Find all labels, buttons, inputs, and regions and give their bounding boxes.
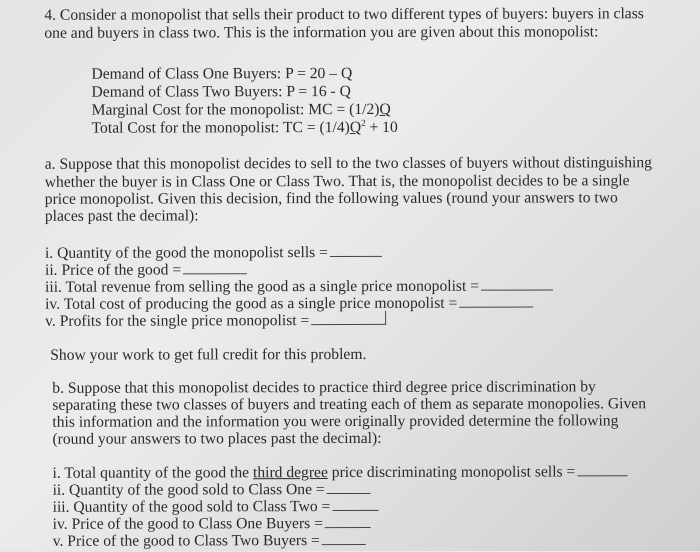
- demand-class-two: Demand of Class Two Buyers: P = 16 - Q: [91, 82, 351, 101]
- part-a-item-4-label: iv. Total cost of producing the good as a single price monopolist =: [45, 294, 458, 313]
- answer-blank-a3[interactable]: [481, 276, 553, 290]
- mc-prefix: Marginal Cost for the monopolist: MC = (1/2): [91, 100, 380, 119]
- part-a-item-4: [45, 294, 533, 313]
- part-a-item-1-label: i. Quantity of the good the monopolist sells =: [44, 244, 328, 262]
- question-intro-line-1: 4. Consider a monopolist that sells their product to two different types of buyers: buyers in class: [44, 5, 644, 24]
- part-b-item-4-label: iv. Price of the good to Class One Buyers =: [52, 515, 323, 533]
- answer-blank-a1[interactable]: [330, 243, 382, 257]
- part-a-item-5-label: v. Profits for the single price monopolist =: [45, 312, 310, 330]
- tc-variable: Q: [349, 118, 362, 136]
- tc-exponent: 2: [361, 117, 366, 128]
- part-b-item-4: [53, 514, 371, 533]
- part-a-line-1: a. Suppose that this monopolist decides to sell to the two classes of buyers without distinguishing: [44, 154, 652, 173]
- part-b-line-3: this information and the information you were originally provided determine the following: [52, 412, 619, 431]
- part-a-line-4: places past the decimal):: [44, 207, 199, 225]
- part-a-line-3: price monopolist. Given this decision, find the following values (round your answers to two: [44, 189, 618, 208]
- part-b-line-1: b. Suppose that this monopolist decides to practice third degree price discrimination by: [52, 378, 596, 397]
- part-b-item-2-label: ii. Quantity of the good sold to Class One =: [52, 481, 325, 499]
- part-b-item-2: [53, 480, 371, 499]
- part-a-item-1: [45, 243, 382, 262]
- part-a-item-2-label: ii. Price of the good =: [44, 261, 182, 279]
- part-a-line-2: whether the buyer is in Class One or Class Two. That is, the monopolist decides to be a single: [44, 172, 630, 191]
- answer-blank-a2[interactable]: [183, 260, 247, 274]
- mc-variable: Q: [379, 100, 391, 118]
- part-b-item-1-suffix: price discriminating monopolist sells =: [327, 463, 576, 482]
- tc-suffix: + 10: [365, 118, 398, 136]
- part-b-line-2: separating these two classes of buyers and treating each of them as separate monopolies. Given: [52, 395, 647, 414]
- part-a-item-2: [45, 260, 247, 279]
- marginal-cost: [92, 101, 391, 119]
- answer-blank-b5[interactable]: [322, 531, 366, 545]
- answer-blank-b1[interactable]: [577, 462, 627, 476]
- part-b-item-1: [52, 462, 627, 482]
- answer-blank-b2[interactable]: [327, 480, 371, 494]
- answer-blank-b3[interactable]: [332, 497, 378, 511]
- answer-blank-a4[interactable]: [459, 294, 533, 308]
- part-b-item-1-prefix: i. Total quantity of the good the: [52, 464, 253, 482]
- part-b-item-3-label: iii. Quantity of the good sold to Class Two =: [52, 498, 331, 516]
- part-b-item-5: [53, 531, 366, 550]
- show-work-note: Show your work to get full credit for this problem.: [50, 345, 367, 364]
- part-a-item-5: [45, 311, 386, 330]
- part-b-line-4: (round your answers to two places past the decimal):: [52, 429, 382, 448]
- answer-blank-a5[interactable]: [311, 311, 386, 325]
- part-b-item-1-underlined: third degree: [252, 464, 328, 482]
- part-a-item-3-label: iii. Total revenue from selling the good as a single price monopolist =: [45, 277, 480, 296]
- answer-blank-b4[interactable]: [325, 514, 371, 528]
- demand-class-one: Demand of Class One Buyers: P = 20 – Q: [91, 64, 353, 83]
- tc-prefix: Total Cost for the monopolist: TC = (1/4): [91, 119, 350, 137]
- part-b-item-5-label: v. Price of the good to Class Two Buyers =: [52, 532, 320, 550]
- total-cost: [92, 119, 398, 137]
- question-intro-line-2: one and buyers in class two. This is the information you are given about this monopolist:: [44, 23, 599, 42]
- part-b-item-3: [53, 497, 379, 516]
